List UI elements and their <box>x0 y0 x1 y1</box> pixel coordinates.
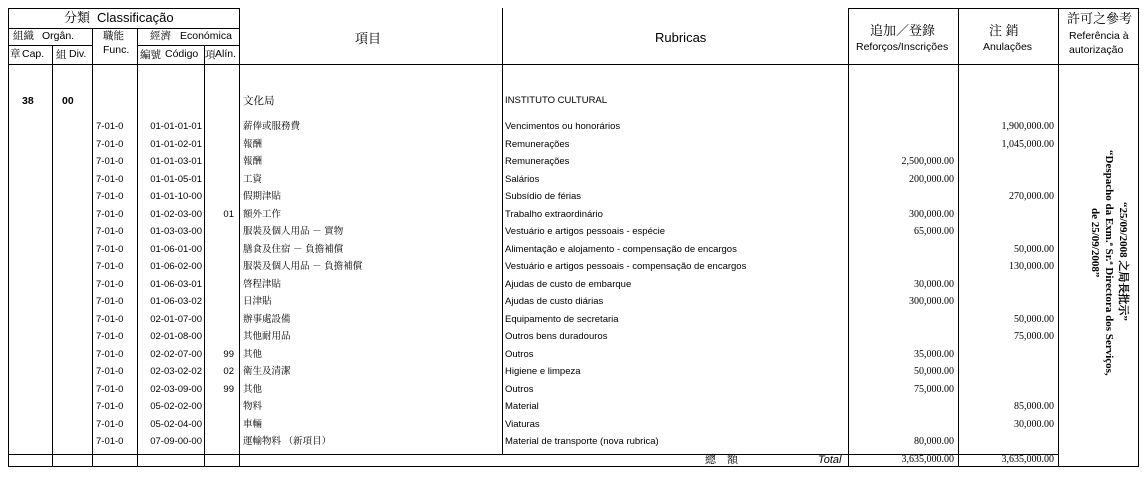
row-anulacao-amount: 1,900,000.00 <box>1001 121 1054 132</box>
row-rubrica-pt: Outros <box>505 383 534 395</box>
grid-line <box>52 45 53 466</box>
row-function-code: 7-01-0 <box>96 278 124 290</box>
row-economic-code: 02-03-02-02 <box>150 366 202 377</box>
total-label-zh: 總 額 <box>705 454 738 466</box>
grid-line <box>848 8 849 466</box>
grid-line <box>1058 8 1059 466</box>
row-rubrica-pt: Ajudas de custo de embarque <box>505 278 632 290</box>
row-rubrica-pt: Subsídio de férias <box>505 191 582 202</box>
row-economic-code: 01-01-05-01 <box>150 173 202 185</box>
row-function-code: 7-01-0 <box>96 208 124 220</box>
row-economic-code: 01-06-03-02 <box>150 296 202 307</box>
row-rubrica-pt: Viaturas <box>505 418 540 430</box>
header-reforcos-zh: 追加／登錄 <box>870 23 936 38</box>
row-rubrica-pt: Remunerações <box>505 138 570 150</box>
header-items-zh: 項目 <box>355 31 382 46</box>
grid-line <box>204 45 205 466</box>
header-classification-pt: Classificação <box>97 10 174 25</box>
row-function-code: 7-01-0 <box>96 383 124 395</box>
row-economic-code: 02-01-07-00 <box>150 313 202 325</box>
row-item-zh: 物料 <box>243 401 263 412</box>
header-div-pt: Div. <box>69 48 87 60</box>
row-item-zh: 報酬 <box>243 156 263 167</box>
total-reforcos: 3,635,000.00 <box>901 454 954 465</box>
grid-line <box>8 64 1139 65</box>
grid-line <box>239 8 240 466</box>
grid-line <box>8 466 1139 467</box>
row-item-zh: 其他 <box>243 383 263 395</box>
row-economic-code: 01-06-02-00 <box>150 261 202 272</box>
grid-line <box>8 8 9 466</box>
row-function-code: 7-01-0 <box>96 313 124 325</box>
row-function-code: 7-01-0 <box>96 366 124 377</box>
row-reforco-amount: 200,000.00 <box>909 173 954 185</box>
grid-line <box>137 28 138 466</box>
header-cap-zh: 章 <box>10 48 21 60</box>
entity-cap: 38 <box>22 95 34 107</box>
row-economic-code: 05-02-04-00 <box>150 418 202 430</box>
row-reforco-amount: 30,000.00 <box>914 278 954 290</box>
row-function-code: 7-01-0 <box>96 418 124 430</box>
row-rubrica-pt: Vencimentos ou honorários <box>505 121 621 132</box>
row-anulacao-amount: 30,000.00 <box>1014 418 1054 430</box>
authorization-reference <box>1068 150 1143 450</box>
grid-line <box>502 8 503 454</box>
row-item-zh: 薪俸或服務費 <box>243 121 301 132</box>
row-function-code: 7-01-0 <box>96 156 124 167</box>
row-item-zh: 其他耐用品 <box>243 331 291 342</box>
row-alinea: 99 <box>223 383 234 395</box>
row-function-code: 7-01-0 <box>96 348 124 360</box>
header-anulacoes-pt: Anulações <box>983 41 1033 53</box>
row-reforco-amount: 300,000.00 <box>909 296 954 307</box>
row-economic-code: 02-02-07-00 <box>150 348 202 360</box>
header-div-zh: 組 <box>56 49 67 61</box>
row-rubrica-pt: Equipamento de secretaria <box>505 313 619 325</box>
grid-line <box>8 28 239 29</box>
row-economic-code: 01-01-02-01 <box>150 138 202 150</box>
row-item-zh: 啓程津貼 <box>243 278 282 290</box>
header-anulacoes-zh: 注 銷 <box>989 23 1019 38</box>
row-economic-code: 01-02-03-00 <box>150 208 202 220</box>
authorization-line1: “25/09/2008 之局長批示” <box>1117 202 1129 321</box>
grid-line <box>8 45 92 46</box>
row-rubrica-pt: Vestuário e artigos pessoais - compensação de encargos <box>505 261 747 272</box>
row-item-zh: 車輛 <box>243 418 263 430</box>
header-organic-pt: Orgân. <box>42 30 75 42</box>
row-anulacao-amount: 270,000.00 <box>1009 191 1054 202</box>
row-reforco-amount: 2,500,000.00 <box>901 156 954 167</box>
row-item-zh: 額外工作 <box>243 208 282 220</box>
header-classification-zh: 分類 <box>64 10 91 25</box>
header-reference-pt2: autorização <box>1069 44 1124 56</box>
header-code-zh: 編號 <box>140 49 161 61</box>
row-economic-code: 05-02-02-00 <box>150 401 202 412</box>
header-reforcos-pt: Reforços/Inscrições <box>856 41 949 53</box>
row-anulacao-amount: 1,045,000.00 <box>1001 138 1054 150</box>
total-label-pt: Total <box>818 454 842 466</box>
row-alinea: 02 <box>223 366 234 377</box>
row-function-code: 7-01-0 <box>96 296 124 307</box>
row-item-zh: 服裝及個人用品 － 實物 <box>243 226 344 237</box>
row-rubrica-pt: Trabalho extraordinário <box>505 208 603 220</box>
row-function-code: 7-01-0 <box>96 261 124 272</box>
row-economic-code: 02-01-08-00 <box>150 331 202 342</box>
header-economic-pt: Económica <box>180 30 232 42</box>
entity-div: 00 <box>62 95 74 107</box>
row-item-zh: 衛生及清潔 <box>243 366 291 377</box>
row-rubrica-pt: Outros bens duradouros <box>505 331 608 342</box>
row-function-code: 7-01-0 <box>96 243 124 255</box>
grid-line <box>137 45 239 46</box>
row-rubrica-pt: Ajudas de custo diárias <box>505 296 604 307</box>
row-item-zh: 辦事處設備 <box>243 313 291 325</box>
row-function-code: 7-01-0 <box>96 191 124 202</box>
row-anulacao-amount: 75,000.00 <box>1014 331 1054 342</box>
total-anulacoes: 3,635,000.00 <box>1001 454 1054 465</box>
row-reforco-amount: 75,000.00 <box>914 383 954 395</box>
row-reforco-amount: 50,000.00 <box>914 366 954 377</box>
row-alinea: 99 <box>223 348 234 360</box>
row-function-code: 7-01-0 <box>96 331 124 342</box>
header-organic-zh: 組織 <box>13 30 34 42</box>
header-code-pt: Código <box>165 48 199 60</box>
row-rubrica-pt: Higiene e limpeza <box>505 366 581 377</box>
row-alinea: 01 <box>223 208 234 220</box>
row-economic-code: 01-01-01-01 <box>150 121 202 132</box>
row-rubrica-pt: Vestuário e artigos pessoais - espécie <box>505 226 666 237</box>
row-function-code: 7-01-0 <box>96 401 124 412</box>
entity-name-zh: 文化局 <box>243 95 275 107</box>
row-item-zh: 工資 <box>243 173 263 185</box>
row-item-zh: 服裝及個人用品 － 負擔補償 <box>243 261 363 272</box>
row-economic-code: 01-06-03-01 <box>150 278 202 290</box>
row-item-zh: 報酬 <box>243 138 263 150</box>
row-anulacao-amount: 50,000.00 <box>1014 243 1054 255</box>
row-function-code: 7-01-0 <box>96 226 124 237</box>
authorization-line2: “Despacho da Exm.ª Sr.ª Directora dos Serviços, <box>1103 150 1115 376</box>
header-reference-zh: 許可之參考 <box>1067 11 1133 26</box>
row-rubrica-pt: Alimentação e alojamento - compensação de encargos <box>505 243 737 255</box>
authorization-line3: de 25/09/2008” <box>1089 208 1101 278</box>
row-function-code: 7-01-0 <box>96 436 124 447</box>
grid-line <box>8 8 239 9</box>
row-anulacao-amount: 85,000.00 <box>1014 401 1054 412</box>
row-economic-code: 01-01-03-01 <box>150 156 202 167</box>
grid-line <box>958 8 959 466</box>
row-item-zh: 假期津貼 <box>243 191 282 202</box>
row-rubrica-pt: Material de transporte (nova rubrica) <box>505 436 659 447</box>
row-function-code: 7-01-0 <box>96 138 124 150</box>
row-rubrica-pt: Remunerações <box>505 156 570 167</box>
row-item-zh: 運輸物料 （新項目） <box>243 436 332 447</box>
row-function-code: 7-01-0 <box>96 121 124 132</box>
entity-name-pt: INSTITUTO CULTURAL <box>505 95 608 106</box>
header-functional-zh: 職能 <box>103 30 124 42</box>
header-functional-pt: Func. <box>103 44 130 56</box>
row-economic-code: 07-09-00-00 <box>150 436 202 447</box>
row-economic-code: 01-03-03-00 <box>150 226 202 237</box>
row-economic-code: 01-06-01-00 <box>150 243 202 255</box>
row-anulacao-amount: 130,000.00 <box>1009 261 1054 272</box>
header-cap-pt: Cap. <box>22 48 45 60</box>
row-reforco-amount: 80,000.00 <box>914 436 954 447</box>
header-alinea-pt: Alín. <box>215 48 237 60</box>
grid-line <box>848 8 1139 9</box>
row-rubrica-pt: Outros <box>505 348 534 360</box>
header-economic-zh: 經濟 <box>150 30 171 42</box>
row-anulacao-amount: 50,000.00 <box>1014 313 1054 325</box>
header-alinea-zh: 項 <box>205 49 216 61</box>
row-reforco-amount: 300,000.00 <box>909 208 954 220</box>
header-rubricas: Rubricas <box>655 30 707 45</box>
row-item-zh: 日津貼 <box>243 296 272 307</box>
row-economic-code: 02-03-09-00 <box>150 383 202 395</box>
header-reference-pt1: Referência à <box>1069 30 1129 42</box>
row-rubrica-pt: Material <box>505 401 539 412</box>
row-economic-code: 01-01-10-00 <box>150 191 202 202</box>
row-item-zh: 膳食及住宿 － 負擔補償 <box>243 243 344 255</box>
row-reforco-amount: 35,000.00 <box>914 348 954 360</box>
row-function-code: 7-01-0 <box>96 173 124 185</box>
row-reforco-amount: 65,000.00 <box>914 226 954 237</box>
row-rubrica-pt: Salários <box>505 173 540 185</box>
grid-line <box>92 28 93 466</box>
row-item-zh: 其他 <box>243 348 263 360</box>
